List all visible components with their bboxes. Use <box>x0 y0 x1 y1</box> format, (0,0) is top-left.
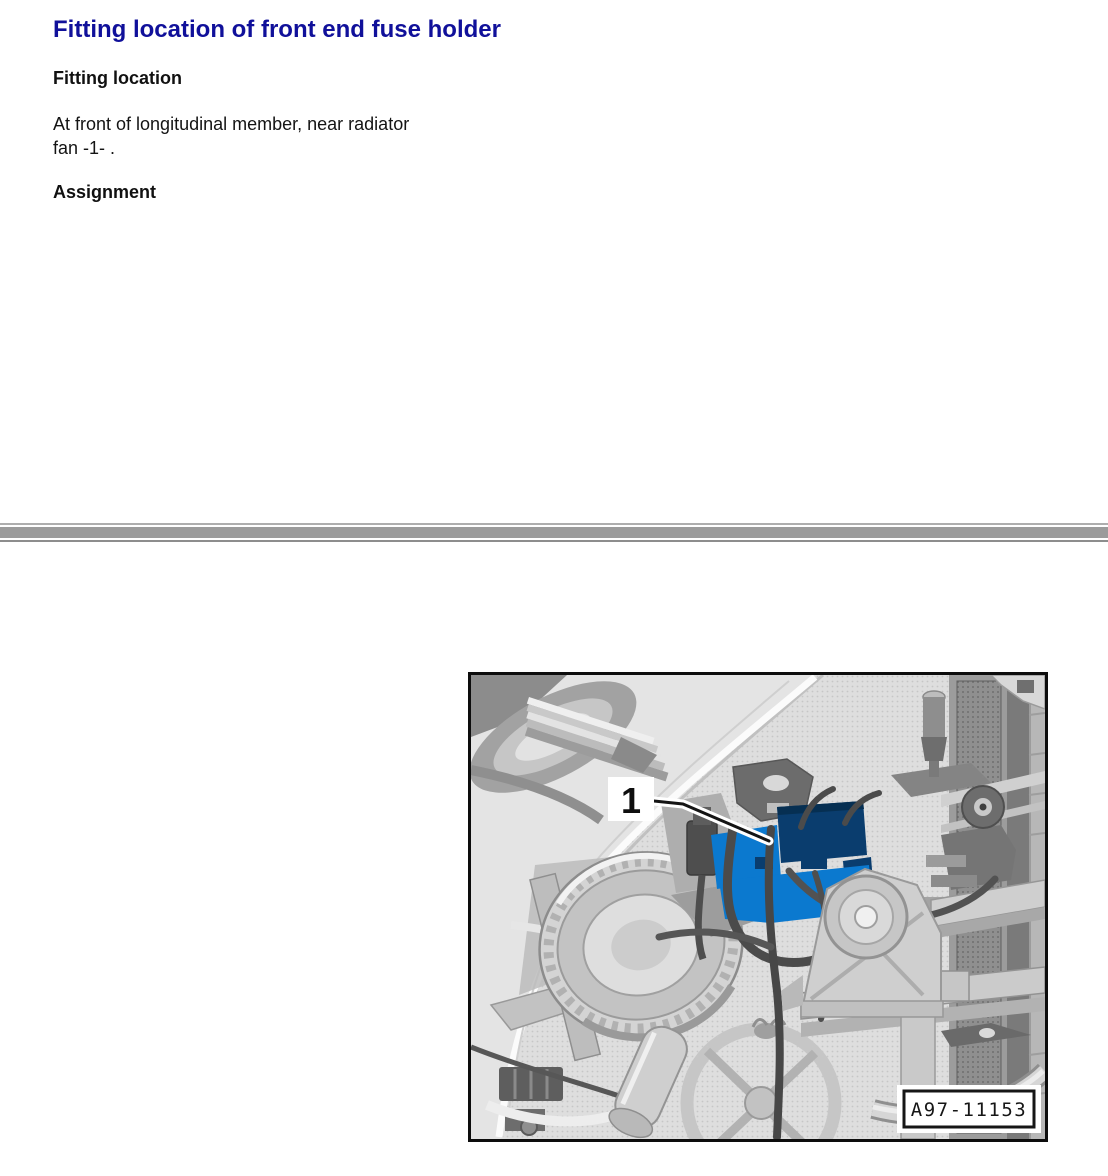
engine-bay-illustration <box>471 675 1045 1139</box>
grommet <box>962 786 1004 828</box>
figure-frame <box>468 672 1048 1142</box>
section-divider-bottom-line <box>0 540 1108 542</box>
fitting-location-body: At front of longitudinal member, near radiator fan -1- . <box>53 114 410 158</box>
fitting-location-heading: Fitting location <box>53 68 182 88</box>
callout-1-label: 1 <box>620 780 642 821</box>
figure-reference-code: A97-11153 <box>910 1099 1028 1121</box>
section-divider-top-line <box>0 523 1108 525</box>
callout-1-box <box>608 777 654 821</box>
page-title: Fitting location of front end fuse holder <box>53 16 501 43</box>
section-divider-bar <box>0 527 1108 538</box>
figure-reference-label <box>897 1085 1041 1133</box>
assignment-heading: Assignment <box>53 182 157 202</box>
